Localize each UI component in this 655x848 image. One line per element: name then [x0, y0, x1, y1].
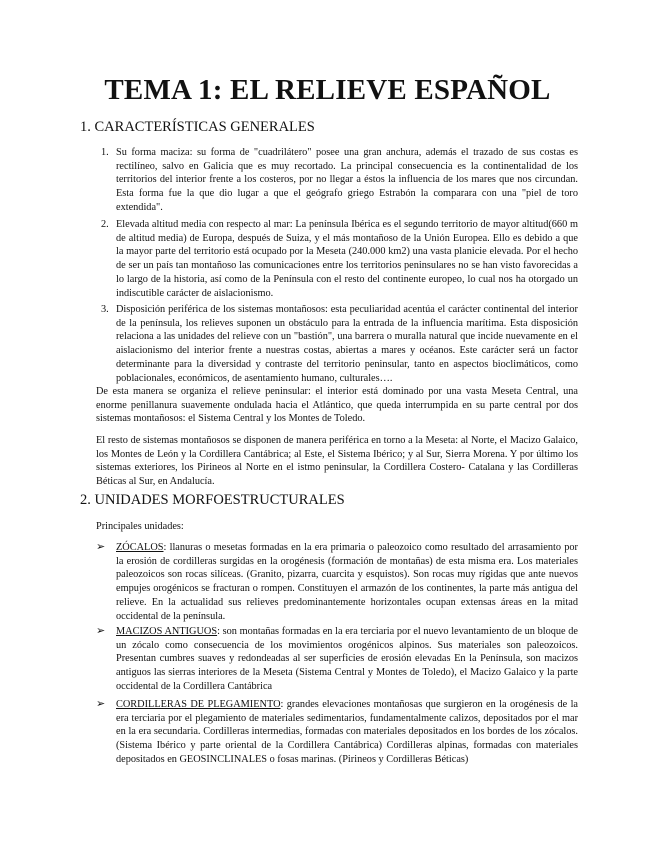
list-item [116, 698, 578, 767]
list-number: 2. [101, 219, 109, 230]
list-item [116, 625, 578, 694]
bullet-text: : grandes elevaciones montañosas que surgieron en la orogénesis de la era terciaria por el plegamiento de materiales sedimentarios, fundamentalmente calizos, depositados por el mar en la era secundaria. Cordilleras intermedias, formadas con materiales depositados en los bordes de los zócalos. (Sistema Ibérico y parte oriental de la Cordillera Cantábrica) Cordilleras alpinas, formadas con materiales depositados en GEOSINCLINALES o fosas marinas. (Pirineos y Cordilleras Béticas) [116, 699, 579, 765]
arrow-bullet-icon: ➢ [96, 698, 106, 710]
bullet-term: ZÓCALOS [116, 542, 164, 553]
section-heading-2: 2. UNIDADES MORFOESTRUCTURALES [80, 492, 345, 508]
list-item [116, 541, 578, 623]
arrow-bullet-icon: ➢ [96, 541, 106, 553]
paragraph: El resto de sistemas montañosos se disponen de manera periférica en torno a la Meseta: al Norte, el Macizo Galaico, los Montes de León y la Cordillera Cantábrica; al Este, el Sistema Ibérico; y al Sur, Sierra Morena. Y por último los sistemas exteriores, los Pirineos al Norte en el istmo peninsular, la Cordillera Costero- Catalana y las Cordilleras Béticas al Sur, en Andalucía. [96, 435, 578, 488]
list-item: Elevada altitud media con respecto al mar: La península Ibérica es el segundo territorio de mayor altitud(660 m de altitud media) de Europa, después de Suiza, y el más montañoso de la Unión Europea. Ello es debido a que la mayor parte del territorio está ocupado por la Meseta (240.000 km2) una vasta planicie elevada. Por el hecho de ser un país tan montañoso las comunicaciones entre los territorios peninsulares no se han visto favorecidas a lo largo de la historia, así como de la Península con el resto del continente europeo, lo cual nos ha otorgado un indiscutible carácter de aislacionismo. [116, 219, 578, 299]
paragraph: De esta manera se organiza el relieve peninsular: el interior está dominado por una vasta Meseta Central, una enorme penillanura suavemente ondulada hacia el Atlántico, que queda interrumpida en su parte central por dos sistemas montañosos: el Sistema Central y los Montes de Toledo. [96, 386, 578, 425]
page-title: TEMA 1: EL RELIEVE ESPAÑOL [104, 74, 551, 106]
bullet-text: : son montañas formadas en la era terciaria por el nuevo levantamiento de un bloque de un zócalo como consecuencia de los movimientos orogénicos alpinos. Sus materiales son paleozoicos. Presentan cumbres suaves y redondeadas al ser superficies de erosión elevadas En la Península, son macizos antiguos las sierras interiores de la Meseta (Sistema Central y Montes de Toledo), el Macizo Galaico y la parte occidental de la Cordillera Cantábrica [116, 626, 578, 692]
list-item: Disposición periférica de los sistemas montañosos: esta peculiaridad acentúa el carácter continental del interior de la península, los relieves suponen un obstáculo para la entrada de la influencia marítima. Esta disposición relaciona a las unidades del relieve con un "bastión", una barrera o muralla natural que incide nuevamente en el aislacionismo del interior frente a nuestras costas, abiertas a mares y océanos. Este carácter será un factor determinante para la diversidad y contraste del territorio peninsular, tanto en aspectos bioclimáticos, como poblacionales, económicos, de asentamiento humano, culturales…. [116, 304, 578, 384]
section-heading-1: 1. CARACTERÍSTICAS GENERALES [80, 119, 315, 135]
arrow-bullet-icon: ➢ [96, 625, 106, 637]
section-intro: Principales unidades: [96, 521, 184, 532]
list-item: Su forma maciza: su forma de "cuadrilátero" posee una gran anchura, además el trazado de sus costas es rectilíneo, salvo en Galicia que es muy recortado. La principal consecuencia es la continentalidad de los territorios del interior frente a los costeros, por no llegar a éstos la influencia de los mares que nos circundan. Esta forma fue la que dio lugar a que el geógrafo griego Estrabón la comparara con una "piel de toro extendida". [116, 147, 578, 213]
bullet-term: CORDILLERAS DE PLEGAMIENTO [116, 699, 281, 710]
list-number: 3. [101, 304, 109, 315]
bullet-text: : llanuras o mesetas formadas en la era primaria o paleozoico como resultado del arrasamiento por la erosión de cordilleras surgidas en la orogénesis (formación de montañas) de esta misma era. Los materiales paleozoicos son rocas silíceas. (Granito, pizarra, cuarcita y esquistos). Son rocas muy rígidas que ante nuevos empujes orogénicos se fracturan o rompen. Constituyen el armazón de los continentes, la parte más antigua del relieve. En la actualidad sus relieves predominantemente horizontales ocupan extensas áreas en la mitad occidental de la península. [116, 542, 578, 622]
bullet-term: MACIZOS ANTIGUOS [116, 626, 218, 637]
list-number: 1. [101, 147, 109, 158]
